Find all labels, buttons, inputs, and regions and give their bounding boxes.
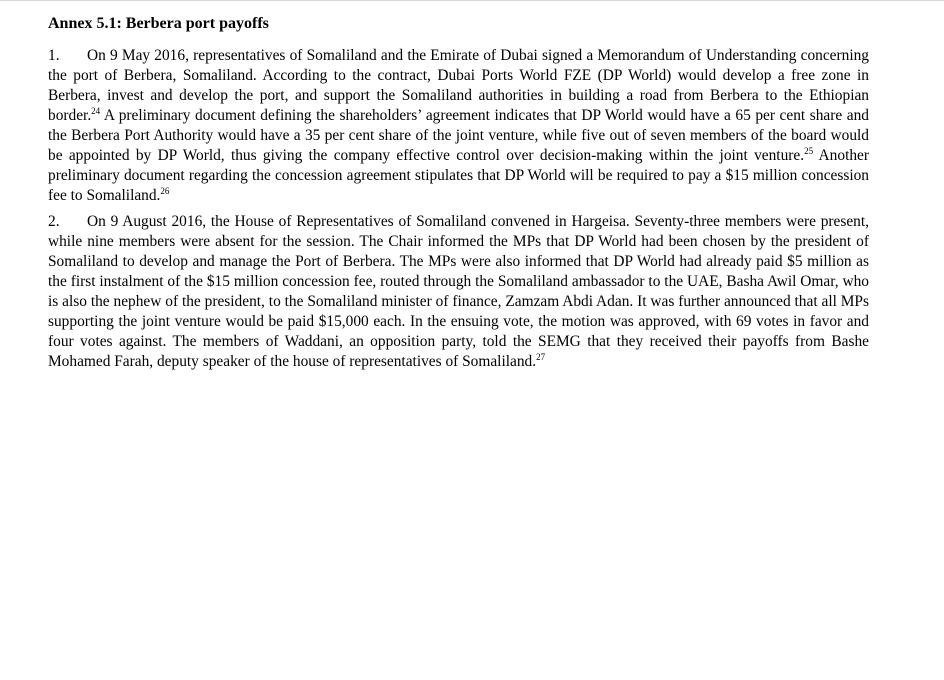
- annex-title: Annex 5.1: Berbera port payoffs: [48, 15, 269, 32]
- page-top-border: [0, 0, 944, 1]
- footnote-ref-25[interactable]: 25: [804, 145, 814, 156]
- paragraph-1-text-part-2: A preliminary document defining the shareholders’ agreement indicates that DP World would have a 65 per cent share and the Berbera Port Authority would have a 35 per cent share of the joint venture, while five out of seven members of the board would be appointed by DP World, thus giving the company effective control over decision-making within the joint venture.: [48, 107, 869, 164]
- footnote-ref-27[interactable]: 27: [536, 351, 546, 362]
- paragraph-1-number: 1.: [48, 47, 60, 64]
- paragraph-2-number: 2.: [48, 213, 60, 230]
- paragraph-2: [48, 212, 869, 372]
- paragraph-1: [48, 46, 869, 206]
- document-page: [48, 14, 869, 378]
- paragraph-1-text-part-1: On 9 May 2016, representatives of Somaliland and the Emirate of Dubai signed a Memorandum of Understanding concerning the port of Berbera, Somaliland. According to the contract, Dubai Ports World FZE (DP World) would develop a free zone in Berbera, invest and develop the port, and support the Somaliland authorities in building a road from Berbera to the Ethiopian border.: [48, 47, 869, 124]
- paragraph-2-text: On 9 August 2016, the House of Representatives of Somaliland convened in Hargeisa. Seventy-three members were present, while nine members were absent for the session. The Chair informed the MPs that DP World had been chosen by the president of Somaliland to develop and manage the Port of Berbera. The MPs were also informed that DP World had already paid $5 million as the first instalment of the $15 million concession fee, routed through the Somaliland ambassador to the UAE, Basha Awil Omar, who is also the nephew of the president, to the Somaliland minister of finance, Zamzam Abdi Adan. It was further announced that all MPs supporting the joint venture would be paid $15,000 each. In the ensuing vote, the motion was approved, with 69 votes in favor and four votes against. The members of Waddani, an opposition party, told the SEMG that they received their payoffs from Bashe Mohamed Farah, deputy speaker of the house of representatives of Somaliland.: [48, 213, 869, 370]
- paragraph-1-text-part-3: Another preliminary document regarding the concession agreement stipulates that DP World will be required to pay a $15 million concession fee to Somaliland.: [48, 147, 869, 204]
- footnote-ref-26[interactable]: 26: [160, 185, 170, 196]
- footnote-ref-24[interactable]: 24: [91, 105, 101, 116]
